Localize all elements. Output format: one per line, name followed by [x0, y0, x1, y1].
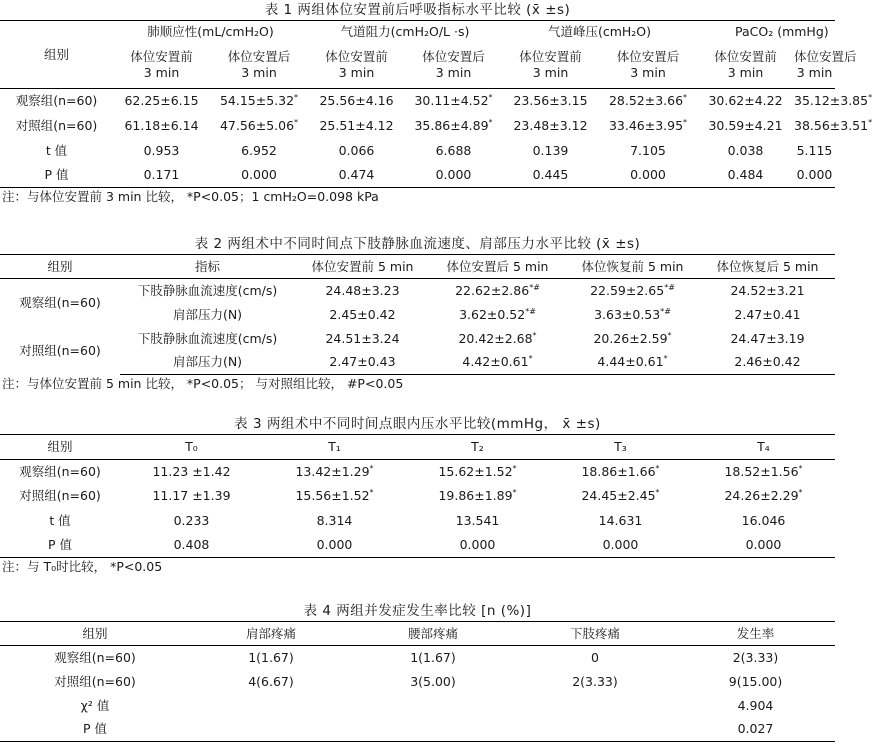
t4-cell: 2(3.33)	[732, 649, 779, 665]
t4-row-label: P 值	[0, 718, 190, 742]
t3-cell: 24.45±2.45*	[581, 487, 660, 503]
t2-row	[0, 279, 835, 303]
t3-cell: 19.86±1.89*	[438, 487, 517, 503]
table-3-section	[0, 414, 835, 576]
table-2-note: 注：与体位安置前 5 min 比较， *P<0.05； 与对照组比较， #P<0.05	[2, 376, 404, 391]
t3-cell: 16.046	[741, 512, 786, 528]
t4-cell: 4(6.67)	[248, 673, 294, 689]
table-3	[0, 434, 835, 558]
t3-cell: 0.408	[120, 533, 263, 558]
t1-cell: 35.12±3.85*	[794, 93, 872, 109]
t1-sub-4: 体位安置前 3 min	[502, 43, 599, 89]
t3-row-label: 观察组(n=60)	[19, 463, 101, 479]
table-3-title: 表 3 两组术中不同时间点眼内压水平比较(mmHg， x̄ ±s)	[234, 416, 601, 432]
t2-indicator: 下肢静脉血流速度(cm/s)	[137, 330, 278, 346]
t3-cell: 13.541	[455, 512, 500, 528]
t3-row-label: P 值	[0, 533, 120, 558]
t3-cell: 0.000	[549, 533, 692, 558]
t3-h-4: T₃	[549, 435, 692, 460]
t2-indicator: 肩部压力(N)	[120, 351, 295, 375]
t2-cell: 2.47±0.43	[295, 351, 430, 375]
t1-cell: 0.445	[502, 163, 599, 188]
t1-sub-2: 体位安置前 3 min	[308, 43, 405, 89]
t2-cell: 22.62±2.86*#	[455, 282, 540, 298]
t2-row	[0, 351, 835, 375]
t3-cell: 0.000	[692, 533, 835, 558]
t4-row-label: 对照组(n=60)	[54, 673, 136, 689]
t1-cell: 30.62±4.22	[708, 93, 783, 109]
t3-cell: 8.314	[316, 512, 353, 528]
t2-h-5: 体位恢复后 5 min	[700, 255, 835, 279]
t2-cell: 3.62±0.52*#	[459, 306, 536, 322]
t1-cell: 61.18±6.14	[124, 118, 199, 133]
t1-cell: 0.000	[599, 163, 697, 188]
t2-cell: 24.48±3.23	[325, 282, 400, 298]
t4-h-2: 腰部疼痛	[352, 622, 514, 646]
t1-sub-5: 体位安置后 3 min	[599, 43, 697, 89]
t3-cell: 18.52±1.56*	[724, 463, 803, 479]
t3-h-3: T₂	[406, 435, 549, 460]
t3-row-label: 对照组(n=60)	[19, 488, 101, 503]
t1-cell: 0.474	[308, 163, 405, 188]
t4-h-4: 发生率	[676, 622, 835, 646]
t3-cell: 0.000	[406, 533, 549, 558]
t4-h-0: 组别	[0, 622, 190, 646]
t1-cell: 0.484	[697, 163, 794, 188]
t1-sub-6: 体位安置前 3 min	[697, 43, 794, 89]
t3-cell: 15.62±1.52*	[438, 463, 517, 479]
t4-cell: 9(15.00)	[728, 673, 783, 689]
t4-cell	[514, 694, 676, 718]
t4-row	[0, 646, 835, 670]
t1-row-label: 观察组(n=60)	[15, 93, 98, 109]
t2-cell: 3.63±0.53*#	[594, 306, 671, 322]
t1-cell: 0.953	[143, 142, 180, 158]
table-3-note: 注：与 T₀时比较， *P<0.05	[2, 559, 163, 574]
t1-cell: 33.46±3.95*	[608, 117, 688, 133]
table-1-title: 表 1 两组体位安置前后呼吸指标水平比较 (x̄ ±s)	[264, 2, 571, 18]
t1-row	[0, 89, 835, 114]
t3-row-label: t 值	[49, 512, 71, 528]
t1-cell: 23.56±3.15	[513, 93, 588, 109]
t1-cell: 62.25±6.15	[124, 93, 199, 109]
table-4	[0, 621, 835, 742]
t4-cell: 4.904	[737, 697, 774, 713]
t2-indicator: 肩部压力(N)	[172, 306, 243, 322]
t1-cell: 6.952	[241, 142, 277, 158]
t1-row-label: t 值	[45, 142, 68, 158]
t1-group-header: 组别	[0, 21, 113, 89]
table-1-note: 注：与体位安置前 3 min 比较， *P<0.05；1 cmH₂O=0.098 kPa	[2, 189, 379, 204]
table-4-title: 表 4 两组并发症发生率比较 [n (%)]	[303, 603, 532, 619]
t2-cell: 22.59±2.65*#	[590, 282, 675, 298]
t1-cell: 38.56±3.51*	[794, 117, 872, 133]
t3-h-0: 组别	[0, 435, 120, 460]
t1-cell: 30.11±4.52*	[414, 93, 493, 109]
t4-h-3: 下肢疼痛	[514, 622, 676, 646]
t4-row	[0, 718, 835, 742]
t2-h-4: 体位恢复前 5 min	[565, 255, 700, 279]
t1-sub-0: 体位安置前 3 min	[113, 43, 210, 89]
t2-cell: 24.52±3.21	[730, 282, 805, 298]
t3-cell: 11.17 ±1.39	[152, 488, 231, 503]
t1-cell: 0.000	[794, 163, 835, 188]
table-1-section	[0, 0, 872, 206]
t2-cell: 24.47±3.19	[730, 330, 805, 346]
t2-indicator: 下肢静脉血流速度(cm/s)	[137, 282, 278, 298]
table-1	[0, 20, 872, 188]
t1-cell: 0.000	[210, 163, 308, 188]
t3-cell: 18.86±1.66*	[581, 463, 660, 479]
t2-cell: 24.51±3.24	[325, 330, 400, 346]
t2-cell: 2.47±0.41	[734, 306, 801, 322]
t4-row-label: 观察组(n=60)	[54, 649, 136, 665]
t3-cell: 11.23 ±1.42	[152, 463, 231, 479]
t1-ind-0: 肺顺应性(mL/cmH₂O)	[113, 21, 308, 43]
t4-cell	[514, 718, 676, 742]
t2-h-3: 体位安置后 5 min	[430, 255, 565, 279]
t3-h-2: T₁	[263, 435, 406, 460]
t1-row	[0, 114, 835, 139]
t3-row	[0, 509, 835, 533]
t1-row	[0, 163, 835, 188]
t1-cell: 5.115	[796, 142, 833, 158]
t1-cell: 0.000	[405, 163, 502, 188]
table-2-section	[0, 234, 835, 393]
t1-cell: 25.51±4.12	[319, 118, 394, 133]
t3-row	[0, 484, 835, 509]
t4-row-label: χ² 值	[80, 697, 110, 713]
t4-cell: 3(5.00)	[410, 673, 456, 689]
t1-cell: 47.56±5.06*	[219, 117, 299, 133]
t1-sub-3: 体位安置后 3 min	[405, 43, 502, 89]
t1-cell: 7.105	[630, 142, 666, 158]
t1-cell: 54.15±5.32*	[219, 93, 299, 109]
t1-cell: 0.038	[727, 142, 764, 158]
t1-cell: 6.688	[435, 142, 472, 158]
t1-sub-7: 体位安置后 3 min	[794, 43, 835, 89]
t1-cell: 28.52±3.66*	[608, 93, 688, 109]
t3-cell: 0.233	[173, 512, 210, 528]
t1-cell: 35.86±4.89*	[414, 117, 493, 133]
t3-cell: 13.42±1.29*	[295, 463, 374, 479]
t4-cell	[352, 694, 514, 718]
t1-ind-1: 气道阻力(cmH₂O/L ·s)	[308, 21, 502, 43]
t4-cell	[190, 718, 352, 742]
t1-ind-2: 气道峰压(cmH₂O)	[502, 21, 697, 43]
t3-cell: 14.631	[598, 512, 643, 528]
t2-row	[0, 303, 835, 327]
t3-cell: 24.26±2.29*	[724, 487, 803, 503]
table-2	[0, 254, 835, 375]
t3-h-1: T₀	[120, 435, 263, 460]
t3-cell: 0.000	[263, 533, 406, 558]
t1-cell: 30.59±4.21	[708, 118, 783, 133]
t4-cell: 1(1.67)	[410, 649, 456, 665]
t3-row	[0, 460, 835, 484]
t4-cell: 1(1.67)	[248, 649, 294, 665]
t4-cell: 0	[591, 649, 599, 665]
t2-cell: 2.45±0.42	[329, 306, 396, 322]
t4-h-1: 肩部疼痛	[190, 622, 352, 646]
t3-row	[0, 533, 835, 558]
t2-h-2: 体位安置前 5 min	[295, 255, 430, 279]
t3-cell: 15.56±1.52*	[295, 487, 374, 503]
t1-cell: 0.171	[113, 163, 210, 188]
t1-row	[0, 139, 835, 163]
t2-h-0: 组别	[0, 255, 120, 279]
t4-row	[0, 670, 835, 694]
t2-row	[0, 327, 835, 351]
t4-cell	[352, 718, 514, 742]
t1-cell: 0.066	[338, 142, 375, 158]
t1-row-label: P 值	[0, 163, 113, 188]
t2-cell: 20.26±2.59*	[593, 330, 672, 346]
t1-cell: 23.48±3.12	[513, 118, 588, 133]
t1-ind-3: PaCO₂ (mmHg)	[697, 21, 835, 43]
t1-cell: 25.56±4.16	[319, 93, 394, 109]
t4-cell	[190, 694, 352, 718]
t2-cell: 4.44±0.61*	[565, 351, 700, 375]
t2-cell: 2.46±0.42	[700, 351, 835, 375]
t1-row-label: 对照组(n=60)	[15, 118, 98, 133]
t2-group-label: 观察组(n=60)	[19, 294, 101, 310]
t4-row	[0, 694, 835, 718]
t1-cell: 0.139	[532, 142, 569, 158]
t2-group-label: 对照组(n=60)	[19, 342, 101, 358]
t3-h-5: T₄	[692, 435, 835, 460]
table-2-title: 表 2 两组术中不同时间点下肢静脉血流速度、肩部压力水平比较 (x̄ ±s)	[194, 236, 641, 252]
t1-sub-1: 体位安置后 3 min	[210, 43, 308, 89]
t2-h-1: 指标	[120, 255, 295, 279]
t2-cell: 4.42±0.61*	[430, 351, 565, 375]
t4-cell: 0.027	[676, 718, 835, 742]
table-4-section	[0, 601, 835, 742]
t2-cell: 20.42±2.68*	[458, 330, 537, 346]
t4-cell: 2(3.33)	[572, 673, 618, 689]
